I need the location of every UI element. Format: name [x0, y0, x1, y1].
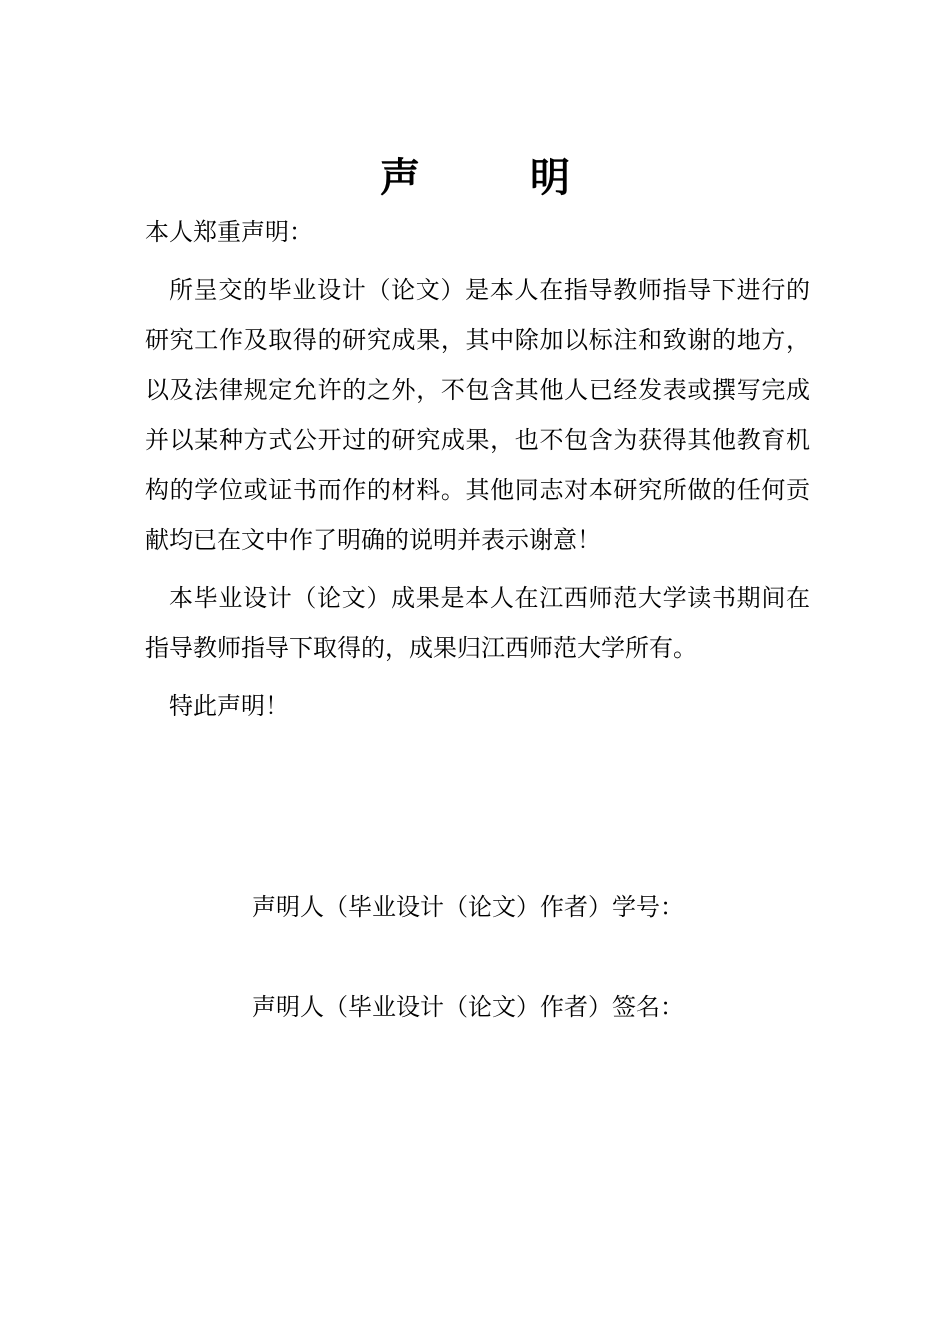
signature-line: 声明人（毕业设计（论文）作者）签名：	[252, 993, 684, 1021]
title-char-1: 声	[380, 155, 420, 201]
student-id-line: 声明人（毕业设计（论文）作者）学号：	[252, 893, 684, 921]
page-title	[0, 150, 950, 206]
paragraph-ownership: 本毕业设计（论文）成果是本人在江西师范大学读书期间在指导教师指导下取得的，成果归江西师范大学所有。	[145, 584, 810, 662]
paragraph-closing: 特此声明！	[169, 692, 289, 720]
declaration-body	[145, 207, 810, 731]
opening-line: 本人郑重声明：	[145, 218, 313, 246]
paragraph-originality: 所呈交的毕业设计（论文）是本人在指导教师指导下进行的研究工作及取得的研究成果，其中除加以标注和致谢的地方，以及法律规定允许的之外，不包含其他人已经发表或撰写完成并以某种方式公开过的研究成果，也不包含为获得其他教育机构的学位或证书而作的材料。其他同志对本研究所做的任何贡献均已在文中作了明确的说明并表示谢意！	[145, 276, 810, 554]
title-char-2: 明	[530, 155, 570, 201]
